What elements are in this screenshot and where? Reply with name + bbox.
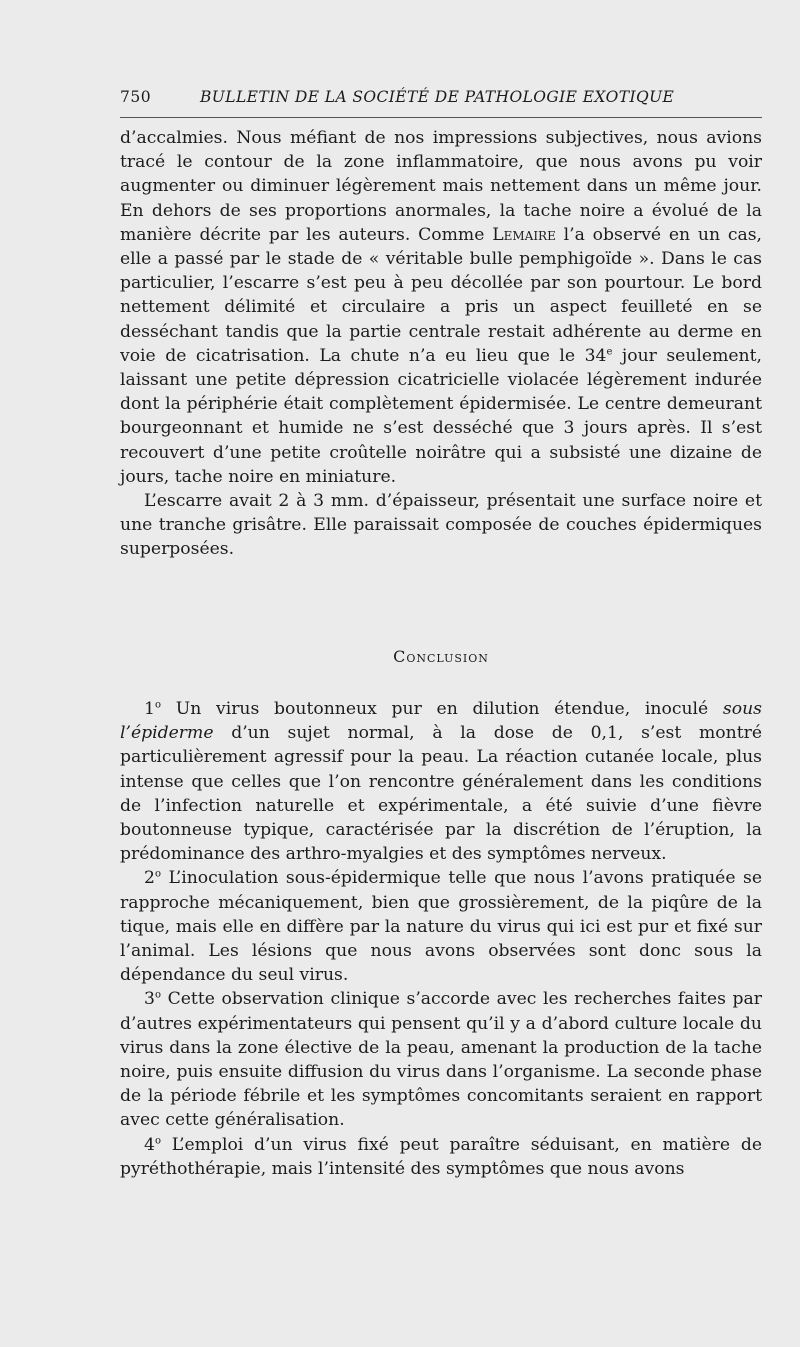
conclusion-item-1: 1$^o$ Un virus boutonneux pur en dilution étendue, inoculé sous l’épiderme d’un sujet normal, à la dose de 0,1, s’est montré particulièrement agressif pour la peau. La réaction cutanée locale, plus intense que celles que l’on rencontre généralement dans les conditions de l’infection naturelle et expérimentale, a été suivie d’une fièvre boutonneuse typique, caractérisée par la discrétion de l’éruption, la prédominance des arthro-myalgies et des symptômes nerveux.: [120, 699, 762, 865]
author-name: Lemaire: [492, 224, 556, 245]
paragraph-continuation: d’accalmies. Nous méfiant de nos impressions subjectives, nous avions tracé le contour de la zone inflammatoire, que nous avons pu voir augmenter ou diminuer légèrement mais nettement dans un même jour. En dehors de ses proportions anormales, la tache noire a évolué de la manière décrite par les auteurs. Comme Lemaire l’a observé en un cas, elle a passé par le stade de « véritable bulle pemphigoïde ». Dans le cas particulier, l’escarre s’est peu à peu décollée par son pourtour. Le bord nettement délimité et circulaire a pris un aspect feuilleté en se desséchant tandis que la partie centrale restait adhérente au derme en voie de cicatrisation. La chute n’a eu lieu que le 34e jour seulement, laissant une petite dépression cicatricielle violacée légèrement indurée dont la périphérie était complètement épidermisée. Le centre demeurant bourgeonnant et humide ne s’est desséché que 3 jours après. Il s’est recouvert d’une petite croûtelle noirâtre qui a subsisté une dizaine de jours, tache noire en miniature.: [120, 128, 762, 487]
conclusion-item-2: 2$^o$ L’inoculation sous-épidermique telle que nous l’avons pratiquée se rapproche mécaniquement, bien que grossièrement, de la piqûre de la tique, mais elle en diffère par la nature du virus qui ici est pur et fixé sur l’animal. Les lésions que nous avons observées sont donc sous la dépendance du seul virus.: [120, 868, 762, 986]
section-heading: Conclusion: [393, 647, 489, 666]
running-title: BULLETIN DE LA SOCIÉTÉ DE PATHOLOGIE EXOTIQUE: [200, 88, 675, 106]
conclusion-list: [120, 697, 762, 1181]
page-header: [120, 88, 762, 112]
conclusion-item-4: 4$^o$ L’emploi d’un virus fixé peut paraître séduisant, en matière de pyréthothérapie, mais l’intensité des symptômes que nous avons: [120, 1134, 762, 1179]
main-text: [120, 126, 762, 562]
conclusion-item-3: 3$^o$ Cette observation clinique s’accorde avec les recherches faites par d’autres expérimentateurs qui pensent qu’il y a d’abord culture locale du virus dans la zone élective de la peau, amenant la production de la tache noire, puis ensuite diffusion du virus dans l’organisme. La seconde phase de la période fébrile et les symptômes concomitants seraient en rapport avec cette généralisation.: [120, 989, 762, 1131]
day-superscript: e: [606, 346, 613, 358]
paragraph-escarre: L’escarre avait 2 à 3 mm. d’épaisseur, présentait une surface noire et une tranche grisâtre. Elle paraissait composée de couches épidermiques superposées.: [120, 491, 762, 560]
page-number: 750: [120, 88, 152, 106]
emphasis: sous l’épiderme: [120, 699, 762, 744]
header-rule: [120, 117, 762, 118]
